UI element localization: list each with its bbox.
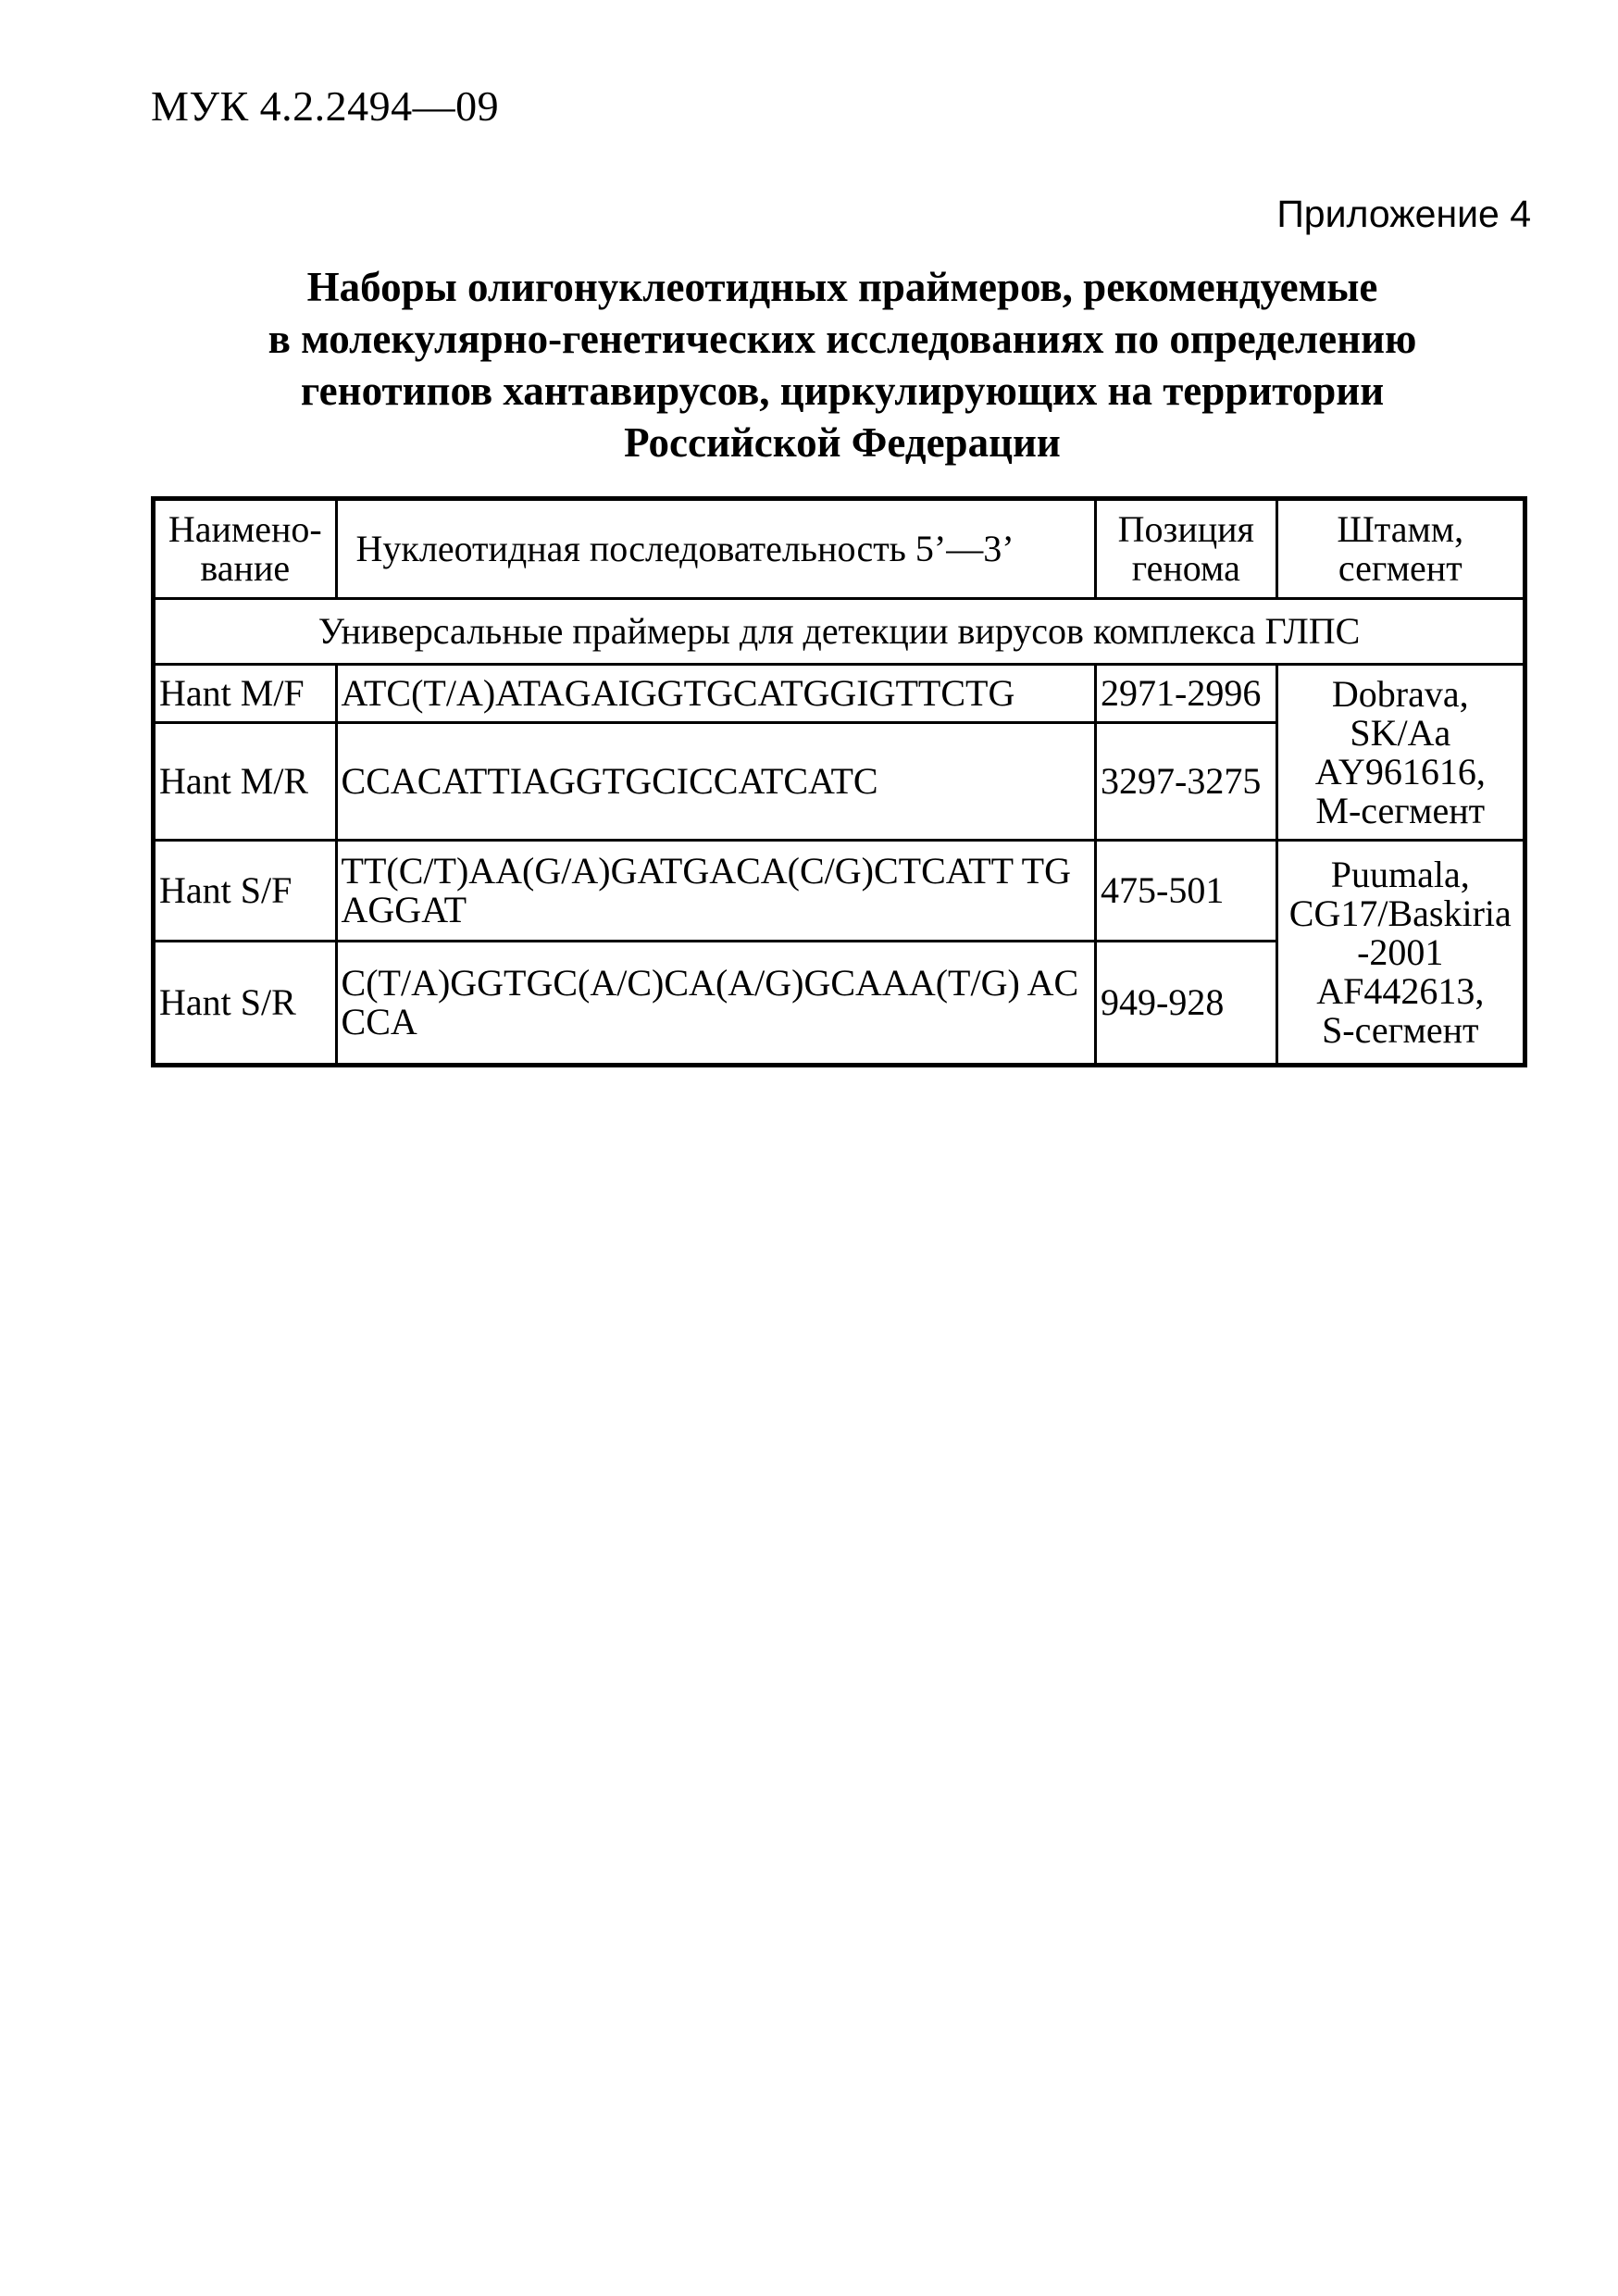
primer-sequence: CCACATTIAGGTGCICCATCATC bbox=[336, 723, 1096, 841]
title-line: Наборы олигонуклеотидных праймеров, рекомендуемые bbox=[306, 264, 1378, 310]
header-strain-line: Штамм, bbox=[1337, 508, 1464, 550]
strain-line: SK/Aa bbox=[1350, 711, 1451, 754]
strain-line: CG17/Baskiria bbox=[1288, 892, 1512, 934]
table-row bbox=[154, 841, 1525, 942]
header-position bbox=[1096, 499, 1277, 599]
title-line: в молекулярно-генетических исследованиях по определению bbox=[268, 316, 1417, 362]
primer-position: 475-501 bbox=[1096, 841, 1277, 942]
primer-name: Hant S/F bbox=[154, 841, 337, 942]
title-line: генотипов хантавирусов, циркулирующих на территории bbox=[300, 368, 1385, 414]
strain-line: -2001 bbox=[1357, 930, 1444, 973]
strain-line: AY961616, bbox=[1314, 750, 1486, 792]
strain-cell bbox=[1276, 841, 1525, 1066]
primer-sequence: C(T/A)GGTGC(A/C)CA(A/G)GCAAA(T/G) ACCCA bbox=[336, 942, 1096, 1066]
primer-sequence: TT(C/T)AA(G/A)GATGACA(C/G)CTCATT TGAGGAT bbox=[336, 841, 1096, 942]
header-sequence: Нуклеотидная последовательность 5’—3’ bbox=[336, 499, 1096, 599]
table-row bbox=[154, 665, 1525, 723]
section-row bbox=[154, 599, 1525, 665]
header-strain-line: сегмент bbox=[1338, 547, 1462, 589]
primer-position: 3297-3275 bbox=[1096, 723, 1277, 841]
strain-line: AF442613, bbox=[1316, 969, 1485, 1012]
header-name bbox=[154, 499, 337, 599]
table-header-row bbox=[154, 499, 1525, 599]
strain-line: Puumala, bbox=[1330, 853, 1470, 895]
primer-sequence: ATC(T/A)ATAGAIGGTGCATGGIGTTCTG bbox=[336, 665, 1096, 723]
document-title bbox=[148, 261, 1537, 468]
title-line: Российской Федерации bbox=[624, 419, 1061, 466]
primer-position: 949-928 bbox=[1096, 942, 1277, 1066]
section-label: Универсальные праймеры для детекции вирусов комплекса ГЛПС bbox=[154, 599, 1525, 665]
strain-line: Dobrava, bbox=[1331, 672, 1469, 715]
primer-name: Hant S/R bbox=[154, 942, 337, 1066]
primer-name: Hant M/F bbox=[154, 665, 337, 723]
strain-line: S-сегмент bbox=[1322, 1008, 1479, 1051]
document-code: МУК 4.2.2494—09 bbox=[151, 82, 500, 130]
appendix-label: Приложение 4 bbox=[1276, 193, 1531, 235]
header-position-line: генома bbox=[1131, 547, 1240, 589]
header-name-line: Наимено- bbox=[168, 508, 322, 550]
primer-table bbox=[151, 496, 1527, 1067]
header-strain bbox=[1276, 499, 1525, 599]
primer-position: 2971-2996 bbox=[1096, 665, 1277, 723]
header-name-line: вание bbox=[200, 547, 291, 589]
strain-line: M-сегмент bbox=[1315, 789, 1486, 831]
header-position-line: Позиция bbox=[1117, 508, 1254, 550]
strain-cell bbox=[1276, 665, 1525, 841]
primer-name: Hant M/R bbox=[154, 723, 337, 841]
